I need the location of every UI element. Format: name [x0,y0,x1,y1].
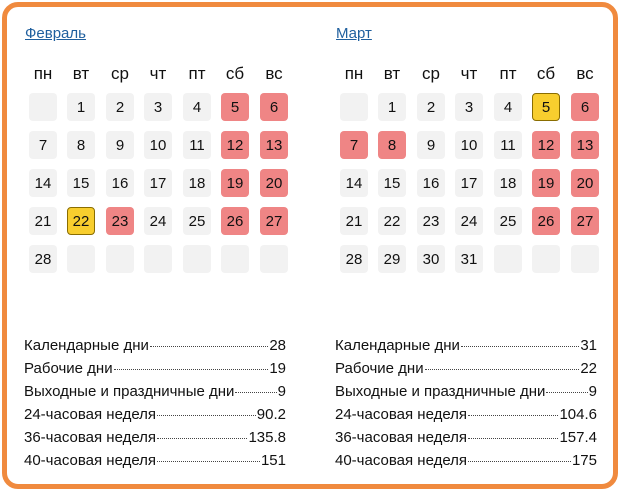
weekday-label: пт [188,64,206,83]
empty-day-cell [340,93,368,121]
weekday-label: пн [33,64,53,83]
day-cell-weekend[interactable]: 12 [532,131,560,159]
day-cell-weekend[interactable]: 19 [221,169,249,197]
stat-row [24,452,286,475]
weekday-header [335,64,605,86]
day-cell[interactable]: 28 [340,245,368,273]
day-cell[interactable]: 23 [417,207,445,235]
weekday-label: вс [265,64,283,83]
month-title-link[interactable]: Февраль [25,25,86,42]
stat-value: 175 [571,452,597,469]
day-cell[interactable]: 24 [455,207,483,235]
weekday-label: сб [225,64,245,83]
day-cell-weekend[interactable]: 27 [260,207,288,235]
weekday-label: вт [72,64,90,83]
day-cell[interactable]: 14 [29,169,57,197]
month-stats [335,337,597,475]
dotted-leader [468,438,558,439]
stat-label: 40-часовая неделя [24,452,157,469]
day-cell[interactable]: 31 [455,245,483,273]
stat-value: 22 [580,360,597,377]
day-cell[interactable]: 16 [417,169,445,197]
weekday-label: пн [344,64,364,83]
day-cell-weekend[interactable]: 20 [260,169,288,197]
day-cell-highlighted[interactable]: 5 [532,93,560,121]
stat-value: 28 [269,337,286,354]
day-cell[interactable]: 15 [67,169,95,197]
day-cell[interactable]: 10 [144,131,172,159]
dotted-leader [157,415,256,416]
dotted-leader [468,415,558,416]
weekday-label: ср [111,64,129,83]
empty-day-cell [571,245,599,273]
day-cell[interactable]: 9 [417,131,445,159]
day-cell-weekend[interactable]: 19 [532,169,560,197]
day-cell[interactable]: 4 [183,93,211,121]
day-cell-highlighted[interactable]: 22 [67,207,95,235]
day-grid [24,93,294,283]
day-cell-weekend[interactable]: 26 [532,207,560,235]
day-cell[interactable]: 2 [106,93,134,121]
stat-label: Выходные и праздничные дни [335,383,546,400]
day-cell[interactable]: 15 [378,169,406,197]
day-cell-weekend[interactable]: 12 [221,131,249,159]
empty-day-cell [221,245,249,273]
day-cell-weekend[interactable]: 6 [571,93,599,121]
day-cell[interactable]: 10 [455,131,483,159]
month-stats [24,337,286,475]
day-cell[interactable]: 3 [455,93,483,121]
stat-row [335,360,597,383]
day-cell[interactable]: 24 [144,207,172,235]
dotted-leader [157,438,247,439]
stat-label: Календарные дни [24,337,149,354]
day-cell-weekend[interactable]: 20 [571,169,599,197]
empty-day-cell [532,245,560,273]
day-cell-weekend[interactable]: 8 [378,131,406,159]
day-cell-weekend[interactable]: 5 [221,93,249,121]
dotted-leader [425,369,580,370]
day-cell[interactable]: 8 [67,131,95,159]
stat-value: 90.2 [256,406,286,423]
dotted-leader [150,346,268,347]
day-cell[interactable]: 22 [378,207,406,235]
stat-label: 36-часовая неделя [335,429,468,446]
dotted-leader [546,392,587,393]
day-cell-weekend[interactable]: 13 [571,131,599,159]
stat-label: 40-часовая неделя [335,452,468,469]
day-cell[interactable]: 1 [67,93,95,121]
day-cell[interactable]: 11 [494,131,522,159]
day-cell-weekend[interactable]: 6 [260,93,288,121]
day-cell[interactable]: 25 [183,207,211,235]
empty-day-cell [67,245,95,273]
day-cell-weekend[interactable]: 7 [340,131,368,159]
empty-day-cell [29,93,57,121]
stat-value: 151 [260,452,286,469]
day-cell[interactable]: 17 [144,169,172,197]
day-cell[interactable]: 2 [417,93,445,121]
dotted-leader [157,461,260,462]
stat-row [335,383,597,406]
stat-row [335,406,597,429]
day-cell[interactable]: 16 [106,169,134,197]
day-cell[interactable]: 25 [494,207,522,235]
stat-row [24,429,286,452]
stat-value: 19 [269,360,286,377]
day-cell[interactable]: 11 [183,131,211,159]
day-cell[interactable]: 21 [29,207,57,235]
stat-row [24,383,286,406]
day-cell[interactable]: 1 [378,93,406,121]
weekday-header [24,64,294,86]
day-grid [335,93,605,283]
day-cell[interactable]: 9 [106,131,134,159]
empty-day-cell [494,245,522,273]
stat-label: 24-часовая неделя [24,406,157,423]
day-cell-weekend[interactable]: 26 [221,207,249,235]
stat-row [24,360,286,383]
stat-row [335,452,597,475]
day-cell-weekend[interactable]: 13 [260,131,288,159]
stat-label: Выходные и праздничные дни [24,383,235,400]
stat-label: 24-часовая неделя [335,406,468,423]
stat-value: 9 [588,383,597,400]
day-cell[interactable]: 17 [455,169,483,197]
day-cell[interactable]: 18 [183,169,211,197]
weekday-label: пт [499,64,517,83]
weekday-label: чт [149,64,167,83]
stat-value: 31 [580,337,597,354]
dotted-leader [235,392,276,393]
empty-day-cell [144,245,172,273]
stat-row [335,337,597,360]
weekday-label: ср [422,64,440,83]
day-cell[interactable]: 28 [29,245,57,273]
day-cell[interactable]: 7 [29,131,57,159]
stat-label: 36-часовая неделя [24,429,157,446]
stat-row [335,429,597,452]
empty-day-cell [106,245,134,273]
weekday-label: чт [460,64,478,83]
stat-label: Рабочие дни [335,360,424,377]
stat-row [24,337,286,360]
month-title-link[interactable]: Март [336,25,372,42]
weekday-label: вт [383,64,401,83]
day-cell-weekend[interactable]: 23 [106,207,134,235]
stat-label: Календарные дни [335,337,460,354]
weekday-label: вс [576,64,594,83]
stat-value: 157.4 [559,429,597,446]
stat-row [24,406,286,429]
dotted-leader [468,461,571,462]
day-cell[interactable]: 14 [340,169,368,197]
day-cell[interactable]: 18 [494,169,522,197]
stat-value: 104.6 [559,406,597,423]
day-cell[interactable]: 21 [340,207,368,235]
dotted-leader [461,346,579,347]
day-cell[interactable]: 30 [417,245,445,273]
empty-day-cell [183,245,211,273]
day-cell[interactable]: 4 [494,93,522,121]
dotted-leader [114,369,269,370]
day-cell[interactable]: 29 [378,245,406,273]
empty-day-cell [260,245,288,273]
stat-value: 135.8 [248,429,286,446]
day-cell[interactable]: 3 [144,93,172,121]
stat-value: 9 [277,383,286,400]
weekday-label: сб [536,64,556,83]
calendar-frame [2,2,618,489]
stat-label: Рабочие дни [24,360,113,377]
day-cell-weekend[interactable]: 27 [571,207,599,235]
